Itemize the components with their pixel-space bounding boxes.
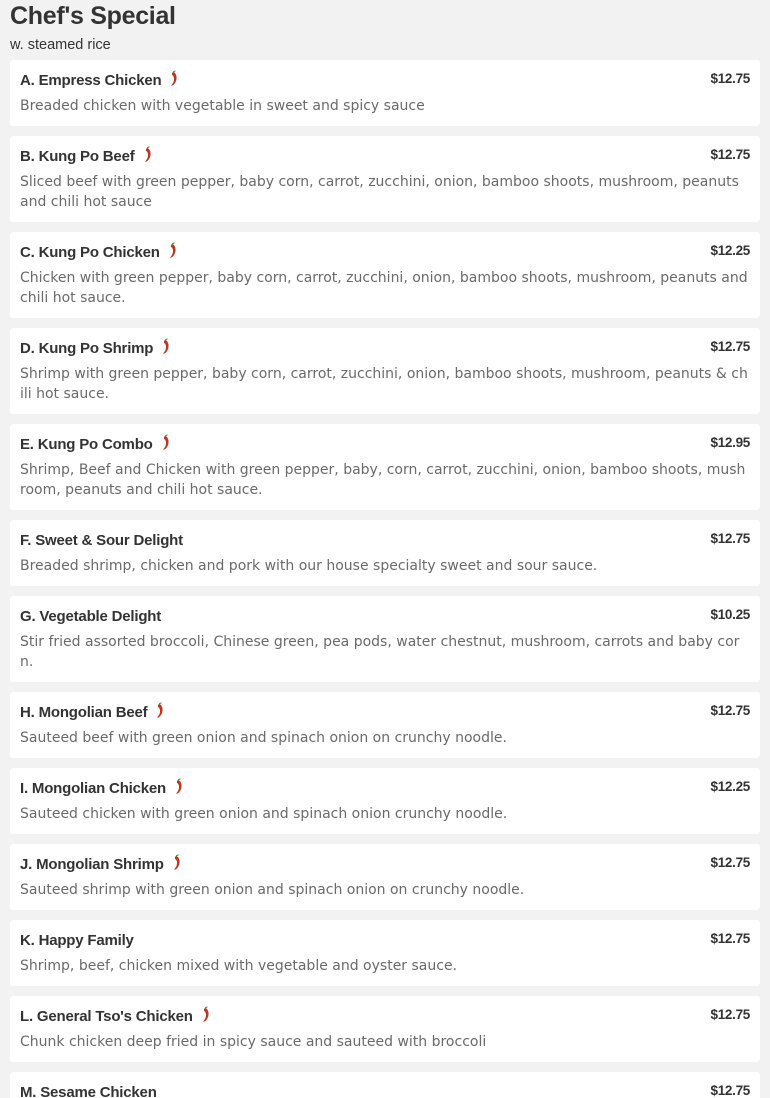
menu-item-description: Chunk chicken deep fried in spicy sauce and sauteed with broccoli <box>20 1034 487 1050</box>
menu-item-header <box>20 606 750 626</box>
menu-item-header <box>20 242 750 262</box>
menu-item-description: Shrimp with green pepper, baby corn, carrot, zucchini, onion, bamboo shoots, mushroom, peanuts & chili hot sauce. <box>20 366 748 402</box>
menu-item-name: M. Sesame Chicken <box>20 1084 157 1098</box>
menu-item-description: Breaded chicken with vegetable in sweet and spicy sauce <box>20 98 425 114</box>
menu-item[interactable] <box>10 920 760 986</box>
menu-item-description: Shrimp, Beef and Chicken with green pepper, baby, corn, carrot, zucchini, onion, bamboo shoots, mushroom, peanuts and chili hot sauce. <box>20 462 746 498</box>
chili-pepper-icon <box>174 778 184 796</box>
menu-item-name: L. General Tso's Chicken <box>20 1008 193 1025</box>
menu-item-header <box>20 70 750 90</box>
menu-item[interactable] <box>10 424 760 510</box>
menu-item-header <box>20 338 750 358</box>
menu-item-description: Chicken with green pepper, baby corn, carrot, zucchini, onion, bamboo shoots, mushroom, peanuts and chili hot sauce. <box>20 270 748 306</box>
menu-item[interactable] <box>10 328 760 414</box>
section-title: Chef's Special <box>10 2 176 30</box>
menu-item[interactable] <box>10 844 760 910</box>
chili-pepper-icon <box>169 70 179 88</box>
menu-item-price: $12.75 <box>710 1083 750 1098</box>
chili-pepper-icon <box>161 338 171 356</box>
menu-item-header <box>20 530 750 550</box>
menu-item-name: B. Kung Po Beef <box>20 148 135 165</box>
menu-item-header <box>20 146 750 166</box>
menu-item-price: $12.75 <box>710 531 750 546</box>
menu-item-name: D. Kung Po Shrimp <box>20 340 154 357</box>
menu-item-name: A. Empress Chicken <box>20 72 162 89</box>
menu-item-name: K. Happy Family <box>20 932 134 949</box>
menu-item-price: $12.25 <box>710 779 750 794</box>
menu-item-name: I. Mongolian Chicken <box>20 780 167 797</box>
menu-item-price: $12.75 <box>710 339 750 354</box>
menu-item-name: J. Mongolian Shrimp <box>20 856 164 873</box>
menu-item-name: F. Sweet & Sour Delight <box>20 532 183 549</box>
chili-pepper-icon <box>143 146 153 164</box>
menu-item-header <box>20 778 750 798</box>
section-subtitle: w. steamed rice <box>10 37 111 53</box>
chili-pepper-icon <box>168 242 178 260</box>
menu-item-name: G. Vegetable Delight <box>20 608 162 625</box>
chili-pepper-icon <box>161 434 171 452</box>
menu-item-name: E. Kung Po Combo <box>20 436 153 453</box>
menu-item-price: $12.75 <box>710 855 750 870</box>
menu-item-price: $12.75 <box>710 1007 750 1022</box>
menu-item[interactable] <box>10 768 760 834</box>
chili-pepper-icon <box>155 702 165 720</box>
menu-item-price: $12.75 <box>710 931 750 946</box>
menu-item-header <box>20 1006 750 1026</box>
menu-item-price: $12.25 <box>710 243 750 258</box>
menu-item-price: $12.75 <box>710 147 750 162</box>
menu-item-description: Stir fried assorted broccoli, Chinese green, pea pods, water chestnut, mushroom, carrots and baby corn. <box>20 634 740 670</box>
menu-item-price: $12.95 <box>710 435 750 450</box>
menu-item-description: Sliced beef with green pepper, baby corn, carrot, zucchini, onion, bamboo shoots, mushroom, peanuts and chili hot sauce <box>20 174 739 210</box>
menu-item-header <box>20 854 750 874</box>
menu-item-price: $12.75 <box>710 703 750 718</box>
chili-pepper-icon <box>172 854 182 872</box>
menu-item[interactable] <box>10 692 760 758</box>
menu-item-header <box>20 434 750 454</box>
menu-item-price: $12.75 <box>710 71 750 86</box>
menu-item-header <box>20 930 750 950</box>
menu-item-description: Sauteed beef with green onion and spinach onion on crunchy noodle. <box>20 730 507 746</box>
menu-item-description: Breaded shrimp, chicken and pork with our house specialty sweet and sour sauce. <box>20 558 598 574</box>
menu-item-header <box>20 702 750 722</box>
menu-item[interactable] <box>10 232 760 318</box>
menu-item[interactable] <box>10 596 760 682</box>
menu-item[interactable] <box>10 1072 760 1098</box>
menu-item-description: Sauteed chicken with green onion and spinach onion crunchy noodle. <box>20 806 508 822</box>
menu-item-description: Sauteed shrimp with green onion and spinach onion on crunchy noodle. <box>20 882 525 898</box>
menu-item-price: $10.25 <box>710 607 750 622</box>
menu-item[interactable] <box>10 60 760 126</box>
menu-item[interactable] <box>10 520 760 586</box>
menu-item-name: H. Mongolian Beef <box>20 704 148 721</box>
menu-item[interactable] <box>10 996 760 1062</box>
menu-item-name: C. Kung Po Chicken <box>20 244 160 261</box>
menu-item[interactable] <box>10 136 760 222</box>
menu-item-description: Shrimp, beef, chicken mixed with vegetable and oyster sauce. <box>20 958 458 974</box>
menu-item-header <box>20 1082 750 1098</box>
menu-list <box>10 60 760 1098</box>
chili-pepper-icon <box>201 1006 211 1024</box>
